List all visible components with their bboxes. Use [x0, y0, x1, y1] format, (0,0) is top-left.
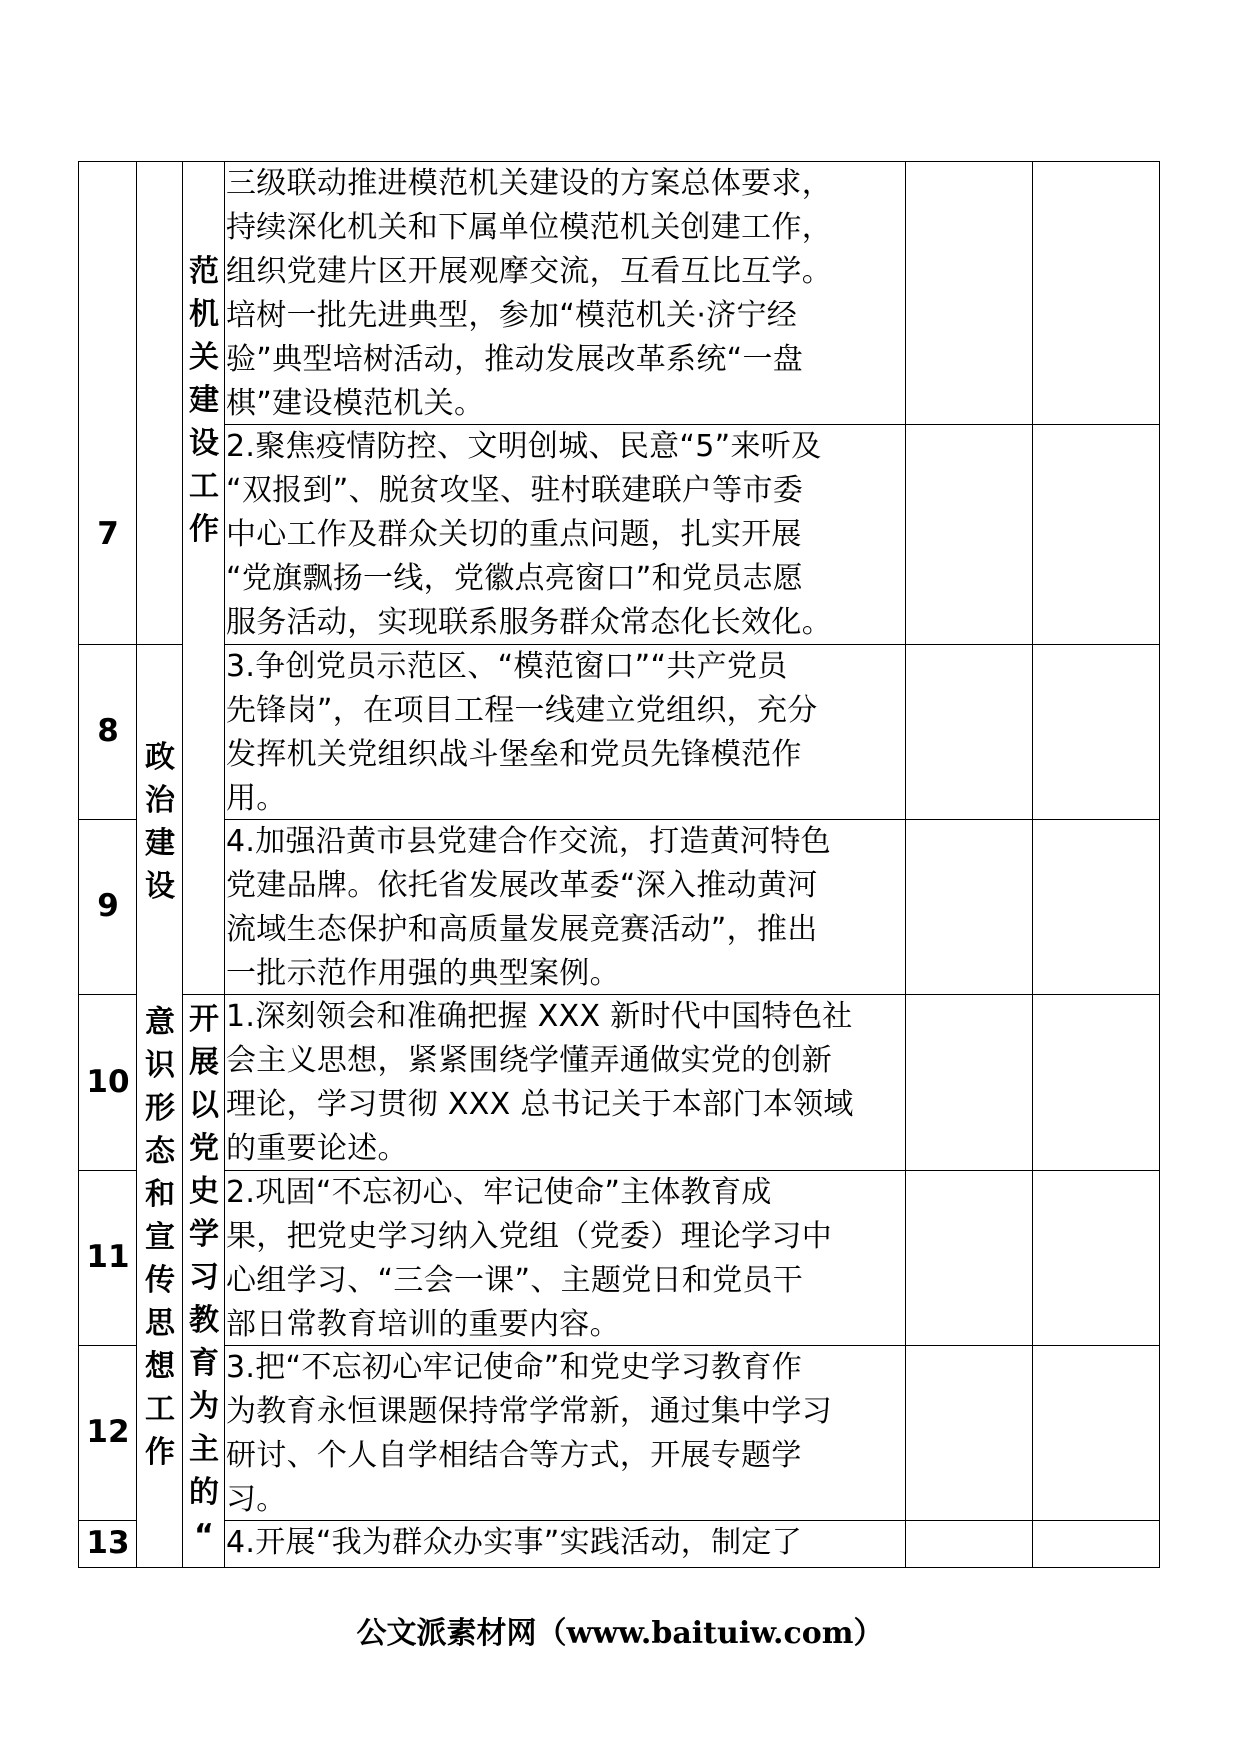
content-line: 发挥机关党组织战斗堡垒和党员先锋模范作 [226, 737, 802, 772]
row-number: 12 [86, 1414, 130, 1450]
content-line: 棋”建设模范机关。 [226, 386, 485, 421]
category-ideology: 意 识 形 态 和 宣 传 思 想 工 作 [145, 1005, 175, 1470]
content-line: 3.把“不忘初心牢记使命”和党史学习教育作 [226, 1350, 803, 1385]
content-line: 党建品牌。依托省发展改革委“深入推动黄河 [226, 868, 818, 903]
content-line: 流域生态保护和高质量发展竞赛活动”，推出 [226, 912, 818, 947]
content-cell [226, 425, 912, 645]
content-cell [226, 995, 912, 1171]
content-cell [226, 1521, 912, 1565]
content-line: 部日常教育培训的重要内容。 [226, 1307, 620, 1342]
footer-source: 公文派素材网（www.baituiw.com） [356, 1616, 884, 1651]
content-line: 2.巩固“不忘初心、牢记使命”主体教育成 [226, 1175, 772, 1210]
content-line: 用。 [226, 781, 287, 816]
row-number: 11 [86, 1239, 130, 1275]
content-cell [226, 162, 912, 426]
content-line: 会主义思想，紧紧围绕学懂弄通做实党的创新 [226, 1043, 832, 1078]
content-line: 验”典型培树活动，推动发展改革系统“一盘 [226, 342, 804, 377]
content-cell [226, 1171, 912, 1347]
content-line: 组织党建片区开展观摩交流，互看互比互学。 [226, 254, 832, 289]
content-line: 4.加强沿黄市县党建合作交流，打造黄河特色 [226, 824, 831, 859]
content-line: 三级联动推进模范机关建设的方案总体要求， [226, 166, 832, 201]
content-line: 为教育永恒课题保持常学常新，通过集中学习 [226, 1394, 832, 1429]
content-line: 1.深刻领会和准确把握 XXX 新时代中国特色社 [226, 999, 853, 1034]
content-line: “党旗飘扬一线，党徽点亮窗口”和党员志愿 [226, 561, 804, 596]
content-line: 心组学习、“三会一课”、主题党日和党员干 [226, 1263, 804, 1298]
row-number: 13 [86, 1525, 130, 1561]
content-line: 4.开展“我为群众办实事”实践活动，制定了 [226, 1525, 803, 1560]
content-line: 先锋岗”，在项目工程一线建立党组织，充分 [226, 693, 818, 728]
content-line: 培树一批先进典型，参加“模范机关·济宁经 [226, 298, 798, 333]
content-line: 理论，学习贯彻 XXX 总书记关于本部门本领域 [226, 1087, 854, 1122]
row-number: 10 [86, 1064, 130, 1100]
category-political: 政 治 建 设 [145, 740, 175, 904]
row-number: 8 [97, 713, 119, 749]
content-line: 持续深化机关和下属单位模范机关创建工作， [226, 210, 832, 245]
sub-party-history: 开 展 以 党 史 学 习 教 育 为 主 的 “ [189, 1002, 219, 1553]
content-cell [226, 820, 912, 996]
content-line: 服务活动，实现联系服务群众常态化长效化。 [226, 605, 832, 640]
sub-model-organ: 范 机 关 建 设 工 作 [189, 254, 219, 547]
content-line: 2.聚焦疫情防控、文明创城、民意“5”来听及 [226, 429, 822, 464]
row-number: 9 [97, 888, 119, 924]
content-cell [226, 1346, 912, 1522]
content-line: 果，把党史学习纳入党组（党委）理论学习中 [226, 1219, 832, 1254]
content-line: 中心工作及群众关切的重点问题，扎实开展 [226, 517, 802, 552]
content-line: 研讨、个人自学相结合等方式，开展专题学 [226, 1438, 802, 1473]
content-line: 的重要论述。 [226, 1131, 408, 1166]
content-line: 一批示范作用强的典型案例。 [226, 956, 620, 991]
content-line: 习。 [226, 1482, 287, 1517]
row-number: 7 [97, 516, 119, 552]
content-cell [226, 645, 912, 821]
content-line: 3.争创党员示范区、“模范窗口”“共产党员 [226, 649, 788, 684]
content-line: “双报到”、脱贫攻坚、驻村联建联户等市委 [226, 473, 804, 508]
